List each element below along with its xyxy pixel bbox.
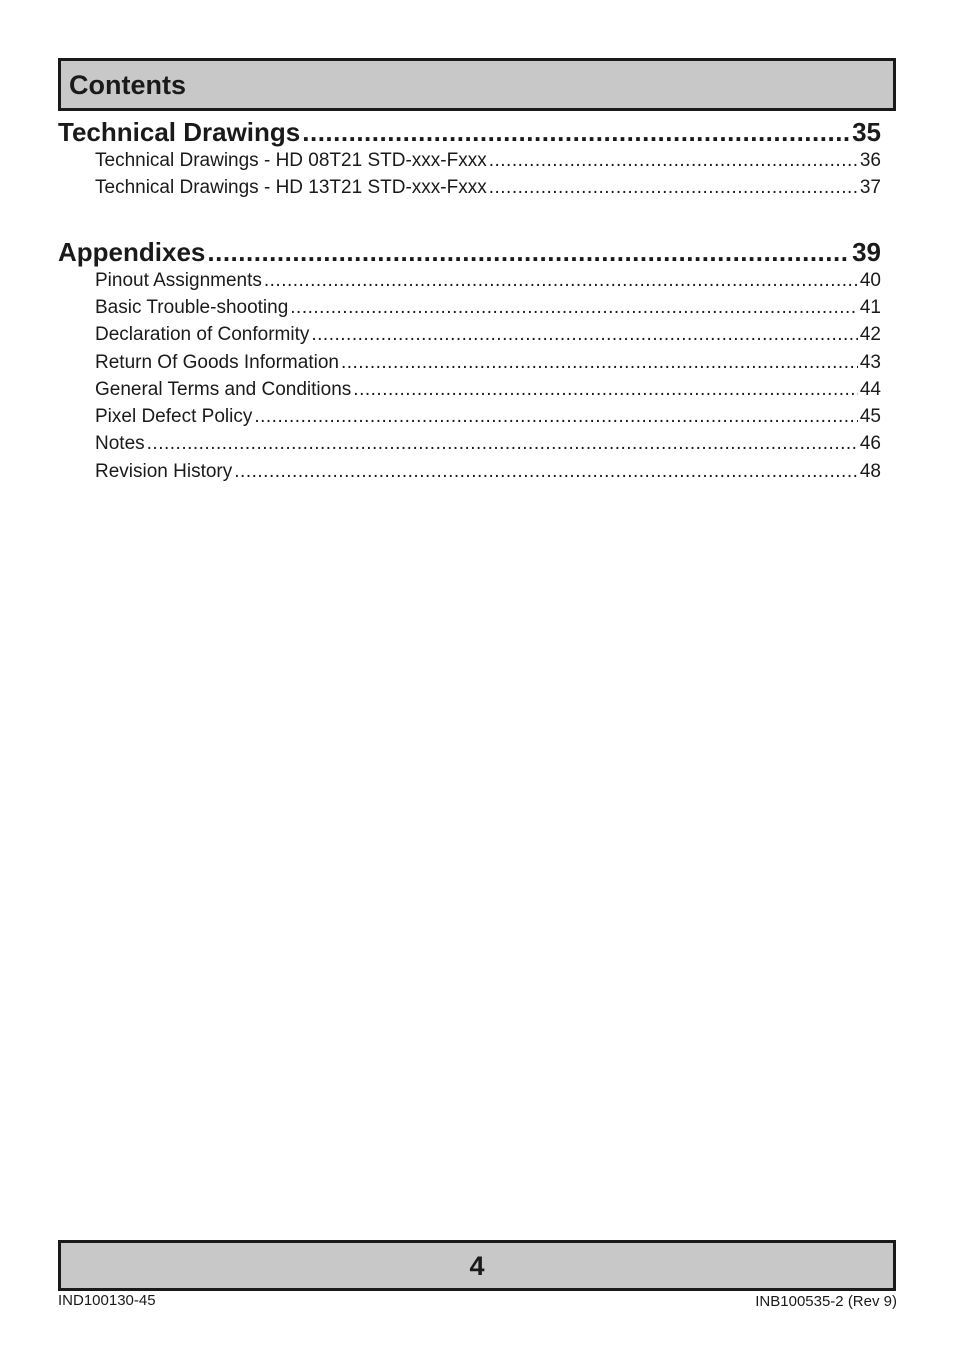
toc-leader-dots <box>341 352 858 374</box>
toc-leader-dots <box>234 461 858 483</box>
toc-entry-page: 44 <box>859 379 881 400</box>
toc-leader-dots <box>264 270 858 292</box>
toc-section-technical-drawings[interactable] <box>58 117 881 147</box>
toc-leader-dots <box>254 406 858 428</box>
toc-entry-page: 46 <box>859 433 881 454</box>
toc-entry-title: Basic Trouble-shooting <box>95 297 289 318</box>
toc-leader-dots <box>311 324 857 346</box>
toc-leader-dots <box>489 150 858 172</box>
toc-entry[interactable] <box>95 352 881 374</box>
toc-entry[interactable] <box>95 297 881 319</box>
toc-entry-page: 41 <box>859 297 881 318</box>
toc-leader-dots <box>207 237 850 267</box>
toc-entry-title: Technical Drawings - HD 08T21 STD-xxx-Fxxx <box>95 150 487 171</box>
page-title: Contents <box>69 70 186 100</box>
toc-entry-title: Notes <box>95 433 145 454</box>
toc-leader-dots <box>147 433 858 455</box>
toc-section-page: 39 <box>852 237 881 267</box>
toc-entry-title: Return Of Goods Information <box>95 352 339 373</box>
toc-entry[interactable] <box>95 324 881 346</box>
toc-leader-dots <box>353 379 858 401</box>
toc-entry-title: Technical Drawings - HD 13T21 STD-xxx-Fxxx <box>95 177 487 198</box>
toc-entry-page: 42 <box>859 324 881 345</box>
toc-entry-page: 36 <box>859 150 881 171</box>
toc-section-page: 35 <box>852 117 881 147</box>
toc-section-title: Technical Drawings <box>58 117 301 147</box>
toc-leader-dots <box>290 297 858 319</box>
toc-entry[interactable] <box>95 461 881 483</box>
toc-leader-dots <box>489 177 858 199</box>
toc-entry-title: General Terms and Conditions <box>95 379 352 400</box>
toc-entry[interactable] <box>95 406 881 428</box>
toc-entry[interactable] <box>95 433 881 455</box>
toc-entry-page: 45 <box>859 406 881 427</box>
toc-section-title: Appendixes <box>58 237 206 267</box>
toc-entry-page: 40 <box>859 270 881 291</box>
toc-section-appendixes[interactable] <box>58 237 881 267</box>
toc-entry-title: Pixel Defect Policy <box>95 406 253 427</box>
toc-entry[interactable] <box>95 270 881 292</box>
toc-entry-page: 43 <box>859 352 881 373</box>
toc-entry[interactable] <box>95 177 881 199</box>
toc-entry-page: 37 <box>859 177 881 198</box>
page-footer-bar <box>58 1240 896 1291</box>
toc-entry[interactable] <box>95 150 881 172</box>
toc-leader-dots <box>302 117 850 147</box>
toc-entry-title: Declaration of Conformity <box>95 324 310 345</box>
toc-entry-title: Pinout Assignments <box>95 270 262 291</box>
contents-header <box>58 58 896 111</box>
toc-entry-title: Revision History <box>95 461 233 482</box>
doc-id-right: INB100535-2 (Rev 9) <box>755 1293 897 1310</box>
toc-entry-page: 48 <box>859 461 881 482</box>
toc-entry[interactable] <box>95 379 881 401</box>
page-number: 4 <box>469 1251 485 1281</box>
doc-id-left: IND100130-45 <box>58 1292 156 1309</box>
